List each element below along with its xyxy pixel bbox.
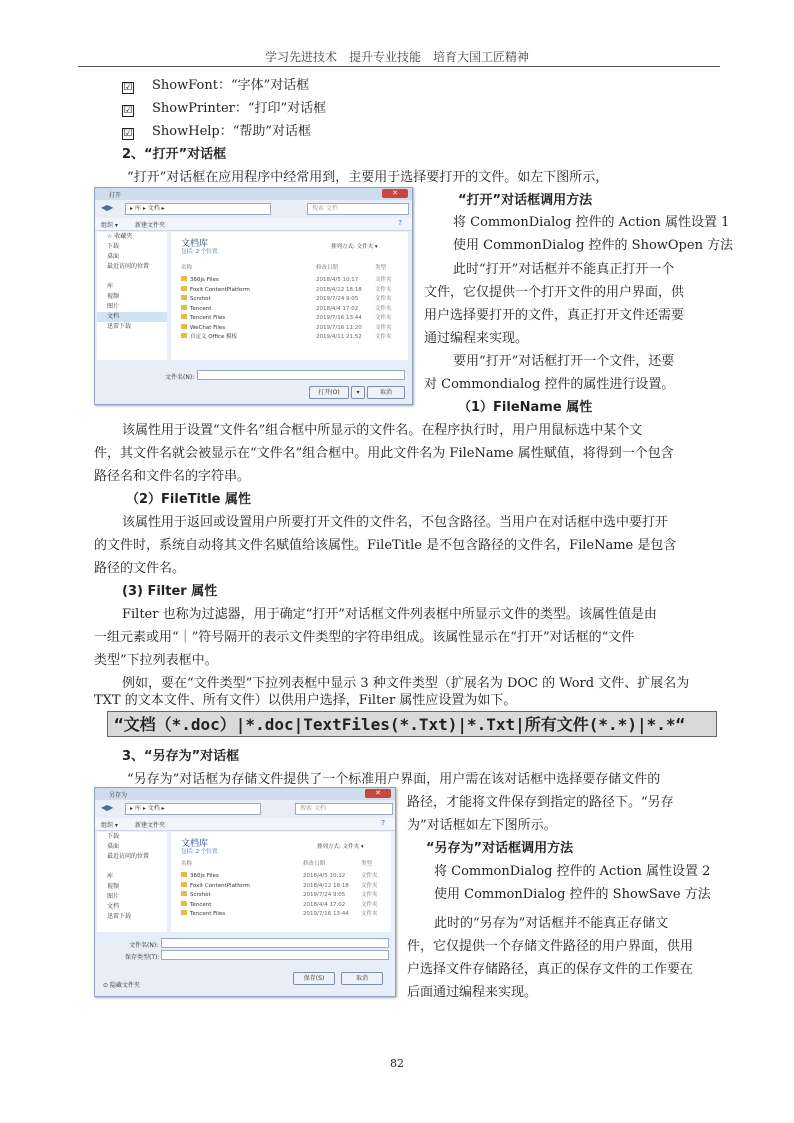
col-date[interactable]: 修改日期	[303, 861, 326, 867]
file-list	[171, 832, 391, 932]
toolbar	[95, 818, 395, 831]
page-header: 学习先进技术 提升专业技能 培育大国工匠精神	[264, 50, 529, 64]
paragraph-line: 此时“打开”对话框并不能真正打开一个	[453, 262, 675, 277]
paragraph-line: 对 Commondialog 控件的属性进行设置。	[424, 377, 675, 392]
folder-icon	[181, 276, 187, 281]
nav-item[interactable]: 文档	[97, 312, 167, 322]
nav-item[interactable]: 下载	[107, 243, 120, 250]
nav-item[interactable]: 库	[107, 283, 114, 290]
nav-item[interactable]: 视频	[107, 293, 120, 300]
library-title: 文档库	[181, 839, 209, 849]
file-row[interactable]: Scrshot 2019/7/24 9:05 文件夹	[181, 295, 401, 305]
file-row[interactable]: Foxit ContentPlatform 2018/4/12 18:18 文件夹	[181, 286, 401, 296]
method-line: 将 CommonDialog 控件的 Action 属性设置 2	[434, 864, 711, 879]
checkbox-icon: ☑	[123, 82, 133, 93]
check-item: ☑ ShowFont：“字体”对话框	[123, 78, 310, 93]
nav-item[interactable]: 文档	[107, 903, 120, 910]
save-button[interactable]: 保存(S)	[293, 972, 335, 985]
new-folder-button[interactable]: 新建文件夹	[135, 222, 166, 229]
cancel-button[interactable]: 取消	[341, 972, 383, 985]
file-row[interactable]: Foxit ContentPlatform 2018/4/12 18:18 文件夹	[181, 882, 386, 892]
savetype-label: 保存类型(T):	[125, 954, 160, 961]
nav-item[interactable]: 迅雷下载	[107, 913, 132, 920]
folder-icon	[181, 295, 187, 300]
folder-icon	[181, 910, 187, 915]
filename-title: （1）FileName 属性	[458, 400, 593, 415]
new-folder-button[interactable]: 新建文件夹	[135, 822, 166, 829]
address-bar[interactable]: ▸ 库 ▸ 文档 ▸	[125, 203, 271, 215]
filename-label: 文件名(N):	[165, 374, 195, 381]
organize-button[interactable]: 组织 ▾	[101, 222, 118, 229]
folder-icon	[181, 882, 187, 887]
folder-icon	[181, 891, 187, 896]
open-dialog-screenshot	[94, 187, 413, 405]
nav-item	[97, 272, 167, 282]
folder-icon	[181, 305, 187, 310]
file-row[interactable]: 360js Files 2018/4/5 10:12 文件夹	[181, 872, 386, 882]
open-method-title: “打开”对话框调用方法	[458, 193, 593, 208]
save-dialog-screenshot	[94, 787, 396, 997]
file-rows	[181, 276, 401, 343]
nav-item[interactable]: 桌面	[107, 843, 120, 850]
library-title: 文档库	[181, 239, 209, 249]
paragraph-line: 例如，要在“文件类型”下拉列表框中显示 3 种文件类型（扩展名为 DOC 的 Word 文件、扩展名为	[122, 676, 690, 691]
section-2-title: 2、“打开”对话框	[122, 147, 227, 162]
col-date[interactable]: 修改日期	[316, 265, 339, 271]
library-subtitle[interactable]: 包括: 2 个位置	[181, 249, 218, 255]
paragraph: “另存为”对话框为存储文件提供了一个标准用户界面，用户需在该对话框中选择要存储文件的	[127, 772, 661, 787]
folder-icon	[181, 901, 187, 906]
open-dropdown-icon[interactable]: ▾	[351, 386, 365, 399]
file-row[interactable]: Tencent 2018/4/4 17:02 文件夹	[181, 901, 386, 911]
file-row[interactable]: Scrshot 2019/7/24 9:05 文件夹	[181, 891, 386, 901]
filter-title: (3) Filter 属性	[122, 584, 218, 599]
savetype-select[interactable]	[161, 950, 389, 960]
folder-icon	[181, 872, 187, 877]
paragraph-line: 通过编程来实现。	[424, 331, 529, 346]
paragraph-line: 后面通过编程来实现。	[407, 985, 538, 1000]
paragraph-line: 路径，才能将文件保存到指定的路径下。“另存	[407, 795, 674, 810]
col-type[interactable]: 类型	[375, 265, 387, 271]
filetitle-title: （2）FileTitle 属性	[126, 492, 251, 507]
paragraph-line: 为”对话框如左下图所示。	[407, 818, 557, 833]
nav-item[interactable]: 视频	[107, 883, 120, 890]
file-row[interactable]: Tencent 2018/4/4 17:02 文件夹	[181, 305, 401, 315]
check-item: ☑ ShowPrinter：“打印”对话框	[123, 101, 327, 116]
file-row[interactable]: WeChat Files 2019/7/16 11:20 文件夹	[181, 324, 401, 334]
nav-pane	[97, 832, 167, 932]
folder-icon	[181, 286, 187, 291]
filename-input[interactable]	[161, 938, 389, 948]
nav-item[interactable]: 最近访问的位置	[107, 263, 150, 270]
title-bar: 打开 ✕	[95, 188, 412, 200]
paragraph-line: 户选择文件存储路径，真正的保存文件的工作要在	[407, 962, 694, 977]
open-button[interactable]: 打开(O)	[309, 386, 349, 399]
paragraph-line: 路径的文件名。	[94, 561, 186, 576]
paragraph-line: 此时的“另存为”对话框并不能真正存储文	[434, 916, 669, 931]
help-icon[interactable]: ?	[381, 819, 385, 827]
save-method-title: “另存为”对话框调用方法	[426, 841, 574, 856]
nav-item[interactable]: 库	[107, 873, 114, 880]
paragraph-line: 路径名和文件名的字符串。	[94, 469, 251, 484]
header-rule	[78, 66, 720, 67]
column-headers	[181, 860, 386, 870]
toolbar	[95, 218, 412, 231]
paragraph-line: 一组元素或用“｜”符号隔开的表示文件类型的字符串组成。该属性显示在“打开”对话框的“文件	[94, 630, 635, 645]
column-headers	[181, 264, 401, 274]
col-type[interactable]: 类型	[361, 861, 373, 867]
checkbox-icon: ☑	[123, 128, 133, 139]
method-line: 使用 CommonDialog 控件的 ShowOpen 方法	[453, 238, 734, 253]
nav-item[interactable]: 图片	[107, 893, 120, 900]
arrange-by[interactable]: 排列方式: 文件夹 ▾	[331, 244, 378, 250]
nav-item[interactable]: 迅雷下载	[107, 323, 132, 330]
nav-item[interactable]: 图片	[107, 303, 120, 310]
back-forward-icon[interactable]: ◀▶	[101, 803, 114, 812]
nav-pane	[97, 232, 167, 360]
title-bar: 另存为 ✕	[95, 788, 395, 800]
filename-input[interactable]	[197, 370, 405, 380]
col-name[interactable]: 名称	[181, 265, 193, 271]
file-row[interactable]: Tencent Files 2019/7/16 13:44 文件夹	[181, 314, 401, 324]
filename-label: 文件名(N):	[129, 942, 159, 949]
method-line: 使用 CommonDialog 控件的 ShowSave 方法	[434, 887, 711, 902]
file-rows	[181, 872, 386, 920]
file-list	[171, 232, 408, 360]
paragraph-line: 该属性用于设置“文件名”组合框中所显示的文件名。在程序执行时，用户用鼠标选中某个文	[122, 423, 643, 438]
paragraph-line: 该属性用于返回或设置用户所要打开文件的文件名，不包含路径。当用户在对话框中选中要打开	[122, 515, 669, 530]
file-row[interactable]: Tencent Files 2019/7/16 13:44 文件夹	[181, 910, 386, 920]
method-line: 将 CommonDialog 控件的 Action 属性设置 1	[453, 215, 730, 230]
paragraph-line: TXT 的文本文件、所有文件）以供用户选择，Filter 属性应设置为如下。	[94, 693, 517, 708]
cancel-button[interactable]: 取消	[367, 386, 405, 399]
folder-icon	[181, 314, 187, 319]
nav-item[interactable]: 桌面	[107, 253, 120, 260]
nav-item[interactable]: ☆ 收藏夹	[107, 233, 133, 240]
section-3-title: 3、“另存为”对话框	[122, 749, 240, 764]
paragraph-line: Filter 也称为过滤器，用于确定“打开”对话框文件列表框中所显示文件的类型。该属性值是由	[122, 607, 657, 622]
nav-item[interactable]: 下载	[107, 833, 120, 840]
paragraph-line: 件，其文件名就会被显示在“文件名”组合框中。用此文件名为 FileName 属性赋值，将得到一个包含	[94, 446, 674, 461]
file-row[interactable]: 360js Files 2018/4/5 10:17 文件夹	[181, 276, 401, 286]
filter-value-box: “文档（*.doc）|*.doc|TextFiles(*.Txt)|*.Txt|所有文件(*.*)|*.*“	[107, 711, 717, 737]
page-number: 82	[390, 1057, 404, 1070]
col-name[interactable]: 名称	[181, 861, 193, 867]
check-item: ☑ ShowHelp：“帮助”对话框	[123, 124, 312, 139]
paragraph-line: 要用“打开”对话框打开一个文件，还要	[453, 354, 675, 369]
back-forward-icon[interactable]: ◀▶	[101, 203, 114, 212]
help-icon[interactable]: ?	[398, 219, 402, 227]
address-bar[interactable]: ▸ 库 ▸ 文档 ▸	[125, 803, 261, 815]
paragraph-line: 用户选择要打开的文件，真正打开文件还需要	[424, 308, 685, 323]
close-icon[interactable]: ✕	[382, 189, 408, 198]
paragraph-line: 文件，它仅提供一个打开文件的用户界面，供	[424, 285, 685, 300]
nav-item[interactable]: 最近访问的位置	[107, 853, 150, 860]
search-input[interactable]: 搜索 文档	[307, 203, 409, 215]
hide-folders-toggle[interactable]: ⊙ 隐藏文件夹	[103, 982, 140, 989]
file-row[interactable]: 自定义 Office 模板 2019/4/11 21:52 文件夹	[181, 333, 401, 343]
library-subtitle[interactable]: 包括: 2 个位置	[181, 849, 218, 855]
checkbox-icon: ☑	[123, 105, 133, 116]
organize-button[interactable]: 组织 ▾	[101, 822, 118, 829]
folder-icon	[181, 324, 187, 329]
search-input[interactable]: 搜索 文档	[295, 803, 393, 815]
nav-item	[97, 862, 167, 872]
paragraph: “打开”对话框在应用程序中经常用到，主要用于选择要打开的文件。如左下图所示，	[127, 170, 609, 185]
paragraph-line: 类型”下拉列表框中。	[94, 653, 218, 668]
paragraph-line: 的文件时，系统自动将其文件名赋值给该属性。FileTitle 是不包含路径的文件名，FileName 是包含	[94, 538, 677, 553]
arrange-by[interactable]: 排列方式: 文件夹 ▾	[317, 844, 364, 850]
folder-icon	[181, 333, 187, 338]
paragraph-line: 件，它仅提供一个存储文件路径的用户界面，供用	[407, 939, 694, 954]
close-icon[interactable]: ✕	[365, 789, 391, 798]
